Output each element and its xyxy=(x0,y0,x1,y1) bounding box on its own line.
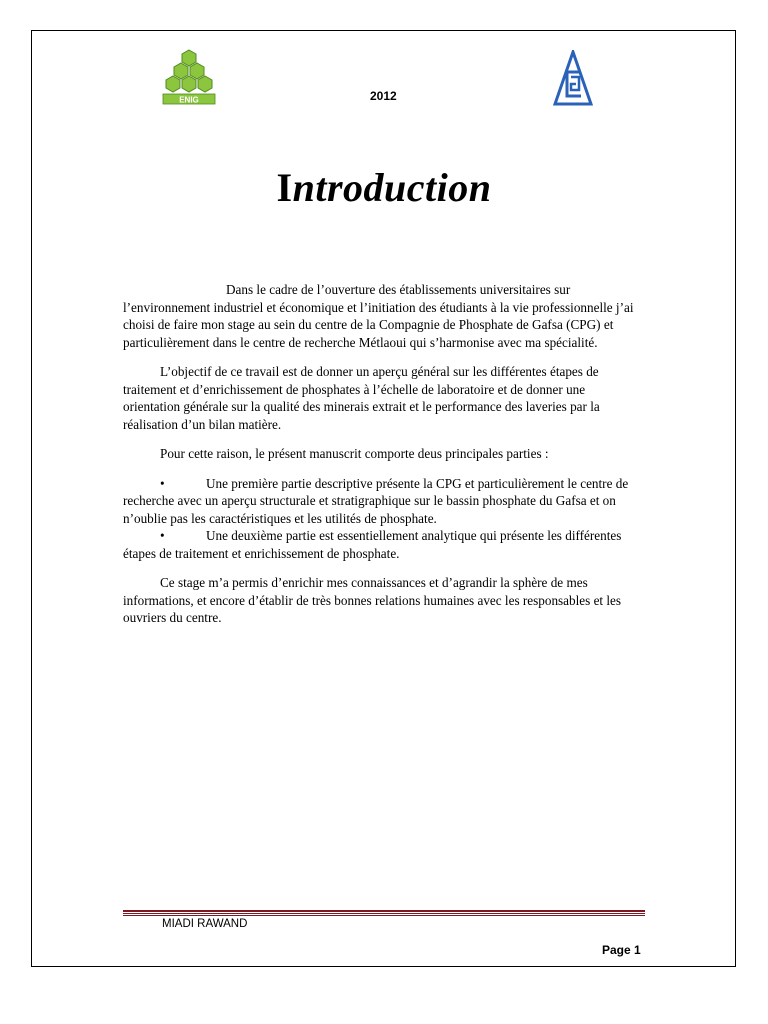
document-body xyxy=(123,281,645,639)
list-item-text: Une deuxième partie est essentiellement analytique qui présente les différentes étapes de traitement et enrichissement de phosphate. xyxy=(123,528,622,561)
list-item-text: Une première partie descriptive présente la CPG et particulièrement le centre de recherche avec un aperçu structurale et stratigraphique sur le bassin phosphate du Gafsa et on n’oublie pas les caractéristiques et les utilités de phosphate. xyxy=(123,475,629,526)
cpg-logo-icon xyxy=(553,50,593,106)
header-year: 2012 xyxy=(370,89,397,103)
page-number: Page 1 xyxy=(602,943,641,957)
paragraph-conclusion: Ce stage m’a permis d’enrichir mes connaissances et d’agrandir la sphère de mes informations, et encore d’établir de très bonnes relations humaines avec les responsables et les ouvriers du centre. xyxy=(123,575,622,625)
title-first-letter: I xyxy=(276,165,293,210)
title-rest: ntroduction xyxy=(292,165,492,210)
paragraph-objective: L’objectif de ce travail est de donner un aperçu général sur les différentes étapes de traitement et d’enrichissement de phosphates à l’échelle de laboratoire et de donner une orientation générale sur la qualité des minerais extrait et le performance des laveries par la réalisation d’un bilan matière. xyxy=(123,364,600,432)
paragraph-intro: Dans le cadre de l’ouverture des établissements universitaires sur l’environnement industriel et économique et l’initiation des étudiants à la vie professionnelle j’ai choisi de faire mon stage au sein du centre de la Compagnie de Phosphate de Gafsa (CPG) et particulièrement dans le centre de recherche Métlaoui qui s’harmonise avec ma spécialité. xyxy=(123,282,634,350)
list-item xyxy=(123,527,645,562)
logo-left-text: ENIG xyxy=(179,95,199,105)
enig-hexagon-logo-icon xyxy=(160,48,218,106)
list-item xyxy=(123,475,645,528)
footer-author: MIADI RAWAND xyxy=(162,918,248,930)
footer-divider xyxy=(123,910,645,916)
bullet-icon: • xyxy=(160,528,165,543)
page-title xyxy=(0,164,768,211)
bullet-icon: • xyxy=(160,475,165,491)
paragraph-structure: Pour cette raison, le présent manuscrit comporte deus principales parties : xyxy=(160,446,549,461)
parts-list xyxy=(123,475,645,563)
